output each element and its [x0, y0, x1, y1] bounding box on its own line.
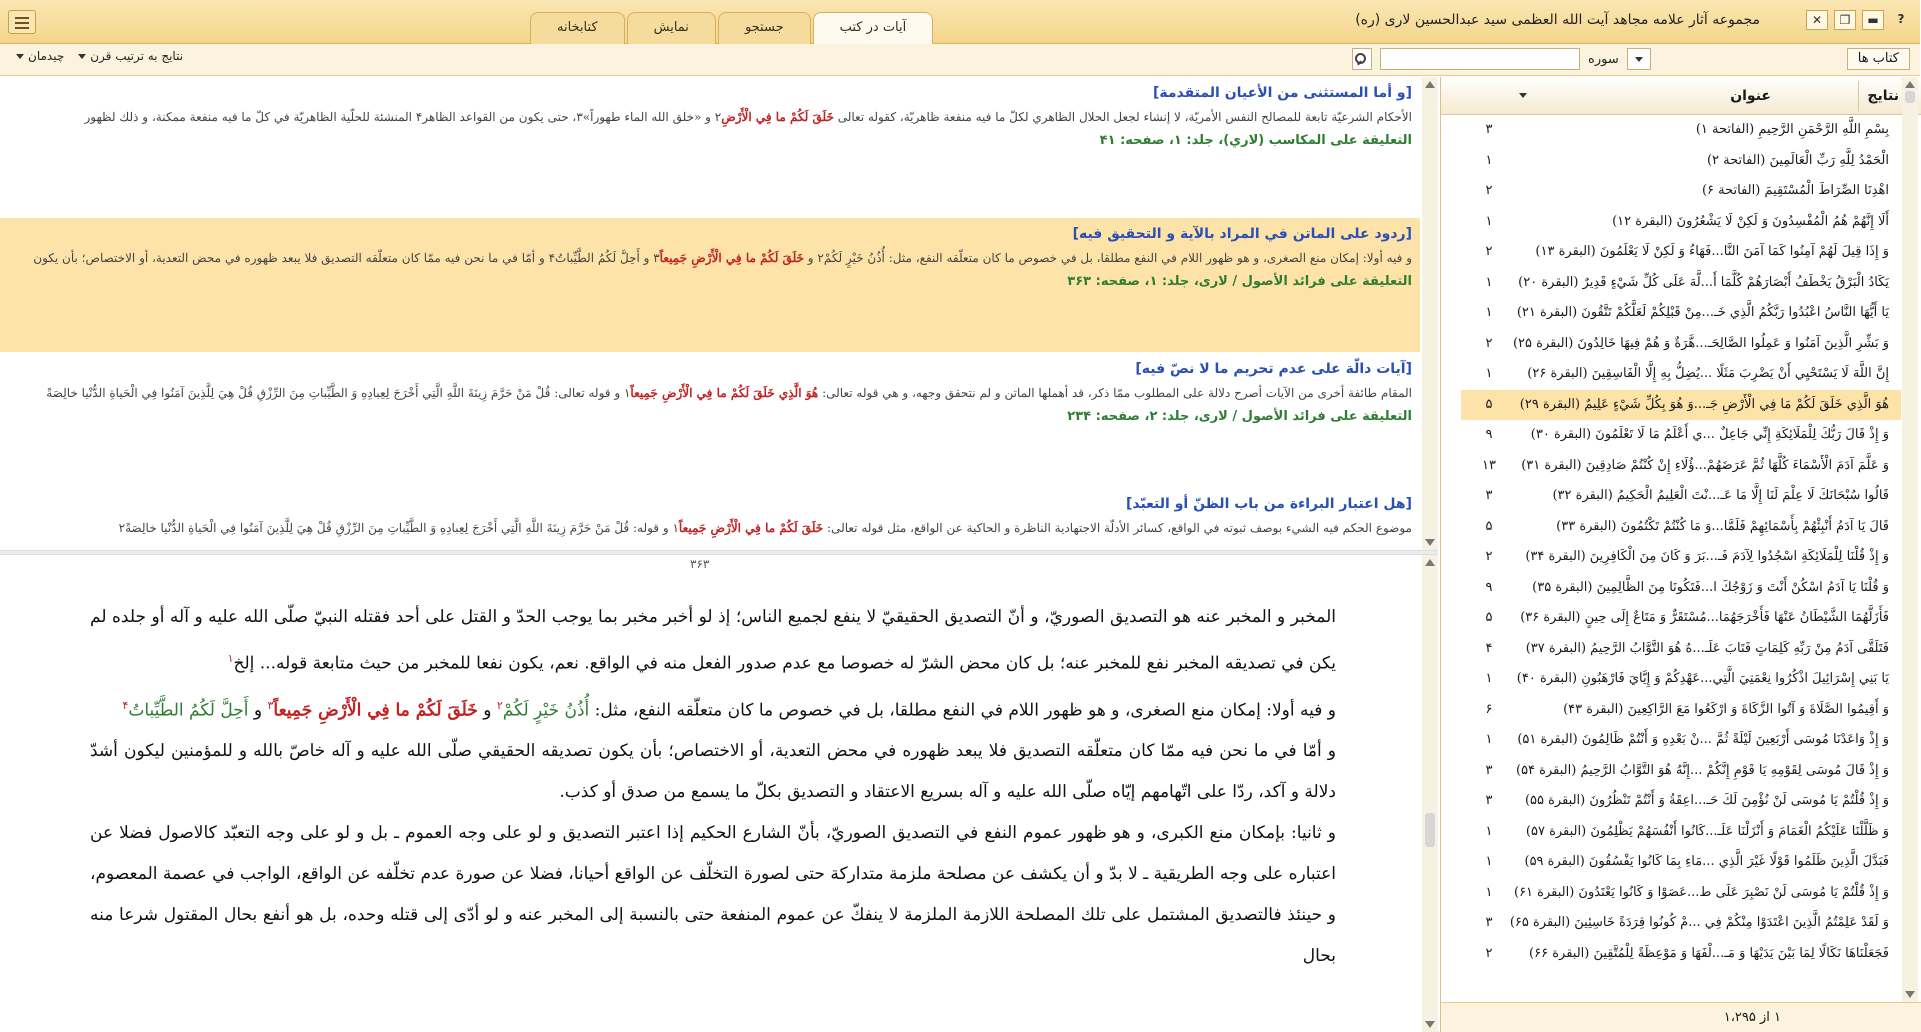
list-item-title: وَ إِذْ قَالَ رَبُّكَ لِلْمَلَائِكَةِ إِنِّي جَاعِلٌ ...ي أَعْلَمُ مَا لَا تَعْلَمُونَ (البقرة ۳۰) — [1530, 427, 1889, 442]
list-item[interactable] — [1461, 298, 1901, 329]
title-bar — [0, 0, 1920, 44]
list-item-title: وَ إِذَا قِيلَ لَهُمْ آمِنُوا كَمَا آمَنَ النَّا...فَهَاءُ وَ لَكِنْ لَا يَعْلَمُونَ (البقرة ۱۳) — [1535, 244, 1889, 259]
list-item-title: قَالُوا سُبْحَانَكَ لَا عِلْمَ لَنَا إِلَّا مَا عَـ...نْتَ الْعَلِيمُ الْحَكِيمُ (البقرة ۳۲) — [1552, 488, 1889, 503]
snippet-text: ۱ و قوله: قُلْ مَنْ حَرَّمَ زِينَةَ اللَّهِ الَّتِي أَخْرَجَ لِعِبادِهِ وَ الطَّيِّباتِ مِنَ الرِّزْقِ قُلْ هِيَ لِلَّذِينَ آمَنُوا فِي الْحَياةِ الدُّنْيا خالِصَةً۲ — [118, 521, 679, 535]
list-scrollbar[interactable] — [1902, 77, 1918, 1002]
verse-highlight: خَلَقَ لَكُمْ ما فِي الْأَرْضِ جَمِيعاً — [678, 521, 824, 535]
footnote-ref[interactable]: ۳ — [267, 698, 274, 712]
result-item[interactable] — [0, 77, 1420, 217]
list-item-title: فَجَعَلْنَاهَا نَكَالًا لِمَا بَيْنَ يَدَيْهَا وَ مَـ...لْفَهَا وَ مَوْعِظَةً لِلْمُتَّقِينَ (البقرة ۶۶) — [1529, 945, 1889, 961]
scroll-up-icon[interactable] — [1425, 81, 1435, 88]
result-title[interactable]: [هل اعتبار البراءة من باب الظنّ أو التعبّد] — [1125, 496, 1412, 512]
result-title[interactable]: [آيات دالّة على عدم تحريم ما لا نصّ فيه] — [1135, 361, 1412, 377]
verse-highlight: خَلَقَ لَكُمْ ما فِي الْأَرْضِ جَمِيعاً — [273, 700, 478, 721]
result-source[interactable]: التعليقة على فرائد الأصول / لارى، جلد: ۲، صفحه: ۲۳۴ — [1067, 409, 1412, 424]
surah-label: سوره — [1588, 51, 1619, 67]
order-dropdown[interactable] — [78, 49, 183, 63]
list-item-title: الْحَمْدُ لِلَّهِ رَبِّ الْعَالَمِينَ (الفاتحة ۲) — [1706, 152, 1889, 168]
search-results-pane — [0, 77, 1438, 550]
chevron-down-icon — [78, 54, 86, 59]
paragraph-text: و فيه أولا: إمكان منع الصغرى، و هو ظهور اللام في النفع مطلقا، بل في خصوص ما كان متعلّقه النفع، مثل: — [589, 700, 1336, 721]
list-item-title: وَ عَلَّمَ آدَمَ الْأَسْمَاءَ كُلَّهَا ثُمَّ عَرَضَهُمْ...ؤُلَاءِ إِنْ كُنْتُمْ صَادِقِينَ (البقرة ۳۱) — [1521, 457, 1889, 473]
list-item[interactable] — [1461, 908, 1901, 939]
result-title[interactable]: [و أما المستثنى من الأعيان المتقدمة] — [1152, 85, 1412, 101]
list-item-title: وَ قُلْنَا يَا آدَمُ اسْكُنْ أَنْتَ وَ زَوْجُكَ ا...فَتَكُونَا مِنَ الظَّالِمِينَ (البقرة ۳۵) — [1532, 579, 1889, 595]
list-item[interactable] — [1461, 329, 1901, 360]
search-icon[interactable] — [1352, 48, 1372, 70]
list-item-title: وَ ظَلَّلْنَا عَلَيْكُمُ الْغَمَامَ وَ أَنْزَلْنَا عَلَـ...كَانُوا أَنْفُسَهُمْ يَظْلِمُونَ (البقرة ۵۷) — [1525, 823, 1889, 839]
result-item[interactable] — [0, 488, 1420, 550]
list-item[interactable] — [1461, 115, 1901, 146]
list-item[interactable] — [1461, 695, 1901, 726]
result-item-selected[interactable] — [0, 218, 1420, 352]
result-item[interactable] — [0, 353, 1420, 487]
list-item[interactable] — [1461, 146, 1901, 177]
document-paragraph: و ثانيا: بإمكان منع الكبرى، و هو ظهور عموم النفع في التصديق الصوريّ، بأنّ الشارع الحكيم إذا اعتبر التصديق و لو على وجه العموم ـ بل و لو على وجه التعبّد كالاصول فضلا عن اعتباره على وجه الطريقية ـ لا بدّ و أن يكشف عن مصلحة ملزمة متداركة حتى لصورة التخلّف عن الواقع أحيانا، فضلا عن صورة عدم تخلّفه عن الواقع، الواجب في عصمة المعصوم، و حينئذ فالتصديق المشتمل على تلك المصلحة اللازمة الملزمة لا ينفكّ عن عموم المنفعة حتى بالنسبة إلى المخبر عنه و لو أدّى إلى قتله وحده، بل هو أنفع بحال المقتول شرعا منه بحال — [90, 823, 1336, 967]
list-item[interactable] — [1461, 573, 1901, 604]
list-item-count: ۳ — [1485, 762, 1493, 778]
list-item[interactable] — [1461, 725, 1901, 756]
result-snippet — [10, 104, 1412, 131]
list-item-count: ۵ — [1485, 396, 1493, 412]
list-item-title: يَكَادُ الْبَرْقُ يَخْطَفُ أَبْصَارَهُمْ كُلَّمَا أَ...لَّهَ عَلَى كُلِّ شَيْءٍ قَدِيرٌ (البقرة ۲۰) — [1518, 274, 1889, 290]
list-item-title: فَتَلَقَّى آدَمُ مِنْ رَبِّهِ كَلِمَاتٍ فَتَابَ عَلَـ...هُ هُوَ التَّوَّابُ الرَّحِيمُ (البقرة ۳۷) — [1525, 640, 1889, 656]
paragraph-text: المخبر و المخبر عنه هو التصديق الصوريّ، و أنّ التصديق الحقيقيّ لا ينفع لجميع الناس؛ إذ لو أخبر مخبر بما يوجب الحدّ و القتل على أحد فقتله النبيّ صلّى الله عليه و آله أو جلده لم يكن في تصديقه المخبر نفع للمخبر عنه؛ بل كان محض الشرّ له خصوصا مع عدم صدور الفعل منه في الواقع. نعم، يكون نفعا للمخبر من حيث متابعة قوله... إلخ — [90, 607, 1336, 674]
list-item-count: ۵ — [1485, 610, 1493, 625]
chevron-down-icon[interactable] — [1519, 93, 1527, 98]
list-item[interactable] — [1461, 847, 1901, 878]
order-dropdown-label: نتایج به ترتیب قرن — [90, 49, 184, 63]
list-item-count: ۱ — [1485, 366, 1493, 381]
scroll-up-icon[interactable] — [1905, 81, 1915, 88]
list-item-title: وَ أَقِيمُوا الصَّلَاةَ وَ آتُوا الزَّكَاةَ وَ ارْكَعُوا مَعَ الرَّاكِعِينَ (البقرة ۴۳) — [1563, 701, 1889, 717]
list-item-title: إِنَّ اللَّهَ لَا يَسْتَحْيِي أَنْ يَضْرِبَ مَثَلًا ...يُضِلُّ بِهِ إِلَّا الْفَاسِقِينَ (البقرة ۲۶) — [1527, 366, 1889, 381]
scroll-down-icon[interactable] — [1425, 539, 1435, 546]
surah-search-input[interactable] — [1380, 48, 1580, 70]
list-item-title: فَبَدَّلَ الَّذِينَ ظَلَمُوا قَوْلًا غَيْرَ الَّذِي ...مَاءِ بِمَا كَانُوا يَفْسُقُونَ (البقرة ۵۹) — [1524, 854, 1889, 869]
result-source[interactable]: التعليقة على فرائد الأصول / لارى، جلد: ۱، صفحه: ۳۶۳ — [1067, 274, 1412, 289]
tab-verses-in-books[interactable]: آیات در کتب — [813, 12, 934, 45]
snippet-text: و فيه أولا: إمكان منع الصغرى، و هو ظهور اللام في النفع مطلقا، بل في خصوص ما كان متعلّقه النفع، مثل: أُذُنُ خَيْرٍ لَكُمْ۲ و — [803, 251, 1412, 265]
list-item-title: وَ إِذْ وَاعَدْنَا مُوسَى أَرْبَعِينَ لَيْلَةً ثُمَّ ...نْ بَعْدِهِ وَ أَنْتُمْ ظَالِمُونَ (البقرة ۵۱) — [1517, 732, 1889, 747]
list-item-count: ۱ — [1485, 274, 1493, 290]
paragraph-text: و — [477, 700, 497, 721]
question-icon[interactable]: ? — [1897, 12, 1905, 26]
close-icon[interactable]: ✕ — [1806, 10, 1828, 30]
scroll-down-icon[interactable] — [1425, 1021, 1435, 1028]
layout-dropdown-label: چیدمان — [28, 49, 65, 63]
list-item[interactable] — [1461, 207, 1901, 238]
scroll-down-icon[interactable] — [1905, 991, 1915, 998]
list-item-count: ۲ — [1485, 945, 1493, 961]
verses-list — [1461, 115, 1901, 969]
list-item[interactable] — [1461, 512, 1901, 543]
list-item[interactable] — [1461, 603, 1901, 634]
scroll-up-icon[interactable] — [1425, 559, 1435, 566]
document-paragraph — [90, 597, 1336, 685]
list-item-title: يَا أَيُّهَا النَّاسُ اعْبُدُوا رَبَّكُمُ الَّذِي خَـ...مِنْ قَبْلِكُمْ لَعَلَّكُمْ تَتَّقُونَ (البقرة ۲۱) — [1516, 305, 1889, 320]
list-item-title: بِسْمِ اللَّهِ الرَّحْمَنِ الرَّحِيمِ (الفاتحة ۱) — [1695, 122, 1889, 137]
list-item-count: ۱ — [1485, 152, 1493, 168]
verse-highlight: خَلَقَ لَكُمْ ما فِي الْأَرْضِ — [721, 110, 834, 124]
tab-search[interactable]: جستجو — [718, 12, 811, 44]
verse-highlight: خَلَقَ لَكُمْ ما فِي الْأَرْضِ جَمِيعاً — [659, 251, 804, 265]
list-item-count: ۱ — [1485, 823, 1493, 839]
tab-bar — [530, 12, 933, 45]
list-item[interactable] — [1461, 664, 1901, 695]
list-item-count: ۳ — [1485, 793, 1493, 808]
list-item-title: وَ بَشِّرِ الَّذِينَ آمَنُوا وَ عَمِلُوا الصَّالِحَـ...هَّرَةٌ وَ هُمْ فِيهَا خَالِدُونَ (البقرة ۲۵) — [1512, 335, 1889, 351]
list-item-count: ۱ — [1485, 884, 1493, 900]
list-item-count: ۱ — [1485, 732, 1493, 747]
document-paragraph — [90, 685, 1336, 732]
scroll-thumb[interactable] — [1905, 91, 1915, 103]
list-item-title: أَلَا إِنَّهُمْ هُمُ الْمُفْسِدُونَ وَ لَكِنْ لَا يَشْعُرُونَ (البقرة ۱۲) — [1612, 213, 1889, 229]
list-item[interactable] — [1461, 786, 1901, 817]
list-item[interactable] — [1461, 420, 1901, 451]
list-item-title: قَالَ يَا آدَمُ أَنْبِئْهُمْ بِأَسْمَائِهِمْ فَلَمَّا...وَ مَا كُنْتُمْ تَكْتُمُونَ (البقرة ۳۳) — [1556, 518, 1889, 534]
list-item[interactable] — [1461, 176, 1901, 207]
list-item-title: وَ إِذْ قَالَ مُوسَى لِقَوْمِهِ يَا قَوْمِ إِنَّكُمْ ...إِنَّهُ هُوَ التَّوَّابُ الرَّحِيمُ (البقرة ۵۴) — [1516, 762, 1889, 778]
list-item-count: ۲ — [1485, 244, 1493, 259]
list-item-count: ۱ — [1485, 854, 1493, 869]
footnote-ref[interactable]: ۱ — [227, 652, 234, 665]
list-item-count: ۱۳ — [1482, 457, 1496, 473]
tab-library[interactable]: کتابخانه — [530, 12, 625, 44]
snippet-text: موضوع الحكم فيه الشيء بوصف ثبوته في الواقع، كسائر الأدلّة الاجتهادية الناظرة و الحاكية عن الواقع، مثل قوله تعالى: — [823, 521, 1412, 535]
snippet-text: ۱ و قوله تعالى: قُلْ مَنْ حَرَّمَ زِينَةَ اللَّهِ الَّتِي أَخْرَجَ لِعِبادِهِ وَ الطَّيِّباتِ مِنَ الرِّزْقِ قُلْ هِيَ لِلَّذِينَ آمَنُوا فِي الْحَياةِ الدُّنْيا خالِصَةً — [46, 386, 631, 400]
list-item-title: وَ إِذْ قُلْنَا لِلْمَلَائِكَةِ اسْجُدُوا لِآدَمَ فَـ...بَرَ وَ كَانَ مِنَ الْكَافِرِينَ (البقرة ۳۴) — [1525, 549, 1889, 564]
hamburger-menu-icon[interactable] — [8, 10, 36, 34]
verses-list-pane — [1440, 77, 1920, 1032]
list-item[interactable] — [1461, 939, 1901, 970]
list-item-count: ۳ — [1485, 488, 1493, 503]
footnote-ref[interactable]: ۲ — [496, 698, 503, 712]
books-button[interactable]: کتاب ها — [1847, 48, 1910, 70]
result-count-status: ۱ از ۱،۲۹۵ — [1723, 1010, 1781, 1025]
list-item-count: ۲ — [1485, 183, 1493, 198]
list-item[interactable] — [1461, 878, 1901, 909]
tab-view[interactable]: نمایش — [627, 12, 716, 44]
list-item-title: يَا بَنِي إِسْرَائِيلَ اذْكُرُوا نِعْمَتِيَ الَّتِي...عَهْدِكُمْ وَ إِيَّايَ فَارْهَبُونِ (البقرة ۴۰) — [1516, 671, 1889, 686]
scroll-thumb[interactable] — [1425, 813, 1435, 847]
list-item-count: ۱ — [1485, 213, 1493, 229]
list-item-title: وَ إِذْ قُلْتُمْ يَا مُوسَى لَنْ نَصْبِرَ عَلَى ط...عَصَوْا وَ كَانُوا يَعْتَدُونَ (البقرة ۶۱) — [1513, 884, 1889, 900]
snippet-text: الأحكام الشرعيّة تابعة للمصالح النفس الأمريّة، لا إنشاء لجعل الحلال الظاهري لكلّ ما فيه منفعة ظاهريّة، كقوله تعالى — [833, 110, 1412, 124]
snippet-text: ۲ و «خلق الله الماء طهوراً»۳، حتى يكون من القواعد الظاهر۴ المنشئة للحلّية الظاهريّة في كلّ ما فيه منفعة ممكنة، و ذلك لظهور — [84, 110, 722, 124]
result-title[interactable]: [ردود على الماتن في المراد بالآية و التحقيق فيه] — [1072, 226, 1412, 242]
list-item[interactable] — [1461, 634, 1901, 665]
toolbar-left — [16, 49, 183, 63]
list-item-count: ۶ — [1485, 701, 1493, 717]
result-snippet — [10, 245, 1412, 272]
document-viewer — [0, 555, 1438, 1032]
layout-dropdown[interactable] — [16, 49, 64, 63]
chevron-down-icon — [1635, 57, 1643, 62]
column-header-title[interactable]: عنوان — [1730, 88, 1771, 104]
list-item[interactable] — [1461, 451, 1901, 482]
result-snippet — [10, 515, 1412, 542]
list-item-title: هُوَ الَّذِي خَلَقَ لَكُمْ مَا فِي الْأَرْضِ جَـ...وَ هُوَ بِكُلِّ شَيْءٍ عَلِيمٌ (البقرة ۲۹) — [1519, 396, 1889, 412]
minimize-icon[interactable]: ▬ — [1862, 10, 1884, 30]
list-item-count: ۹ — [1485, 427, 1493, 442]
result-snippet — [10, 380, 1412, 407]
window-title: مجموعه آثار علامه مجاهد آیت الله العظمی سید عبدالحسین لاری (ره) — [1355, 12, 1760, 28]
snippet-text: المقام طائفة أخرى من الآيات أصرح دلالة على المطلوب ممّا ذكر، قد أهملها الماتن و لم نتحقق وجهه، و هي قوله تعالى: — [818, 386, 1412, 400]
document-scrollbar[interactable] — [1422, 555, 1438, 1032]
list-item-title: وَ لَقَدْ عَلِمْتُمُ الَّذِينَ اعْتَدَوْا مِنْكُمْ فِي ...مْ كُونُوا قِرَدَةً خَاسِئِينَ (البقرة ۶۵) — [1509, 915, 1889, 930]
list-item-selected[interactable] — [1461, 390, 1901, 421]
result-source[interactable]: التعليقة على المكاسب (لاري)، جلد: ۱، صفحه: ۴۱ — [1099, 133, 1412, 148]
column-header-count[interactable]: نتایج — [1867, 88, 1899, 104]
page-number: ۳۶۳ — [690, 557, 710, 571]
list-item[interactable] — [1461, 542, 1901, 573]
list-item-count: ۳ — [1485, 122, 1493, 137]
list-item[interactable] — [1461, 359, 1901, 390]
list-item-count: ۵ — [1485, 518, 1493, 534]
list-item-count: ۲ — [1485, 335, 1493, 351]
results-scrollbar[interactable] — [1422, 77, 1438, 550]
window-controls — [1806, 10, 1912, 30]
list-item[interactable] — [1461, 481, 1901, 512]
document-paragraph: و أمّا في ما نحن فيه ممّا كان متعلّقه التصديق فلا يبعد ظهوره في محض التعدية، أو الاختصاص؛ بأن يكون تصديقه الحقيقي صلّى الله عليه و آله خاصّ بالله و للمؤمنين ليكون أشدّ دلالة و آكد، ردّا على اتّهامهم إيّاه صلّى الله عليه و آله بسريع الاعتقاد و التصديق بكلّ ما يسمع من صدق أو كذب. — [90, 741, 1336, 803]
list-item[interactable] — [1461, 756, 1901, 787]
footnote-ref[interactable]: ۴ — [122, 698, 129, 712]
verse-text: أُذُنُ خَيْرٍ لَكُمْ — [502, 700, 590, 721]
list-item[interactable] — [1461, 237, 1901, 268]
list-item-count: ۲ — [1485, 549, 1493, 564]
list-header — [1441, 77, 1921, 115]
list-item-title: اهْدِنَا الصِّرَاطَ الْمُسْتَقِيمَ (الفاتحة ۶) — [1701, 183, 1889, 198]
list-item-count: ۱ — [1485, 305, 1493, 320]
snippet-text: ۳ و أَحِلَّ لَكُمُ الطَّيِّباتُ۴ و أمّا في ما نحن فيه ممّا كان متعلّقه التصديق فلا يبعد ظهوره في محض التعدية، أو الاختصاص؛ بأن يكون — [33, 251, 660, 265]
list-item[interactable] — [1461, 268, 1901, 299]
toolbar-right — [1352, 48, 1910, 70]
list-item-title: فَأَزَلَّهُمَا الشَّيْطَانُ عَنْهَا فَأَخْرَجَهُمَا...مُسْتَقَرٌّ وَ مَتَاعٌ إِلَى حِينٍ (البقرة ۳۶) — [1520, 610, 1889, 625]
list-item-count: ۱ — [1485, 671, 1493, 686]
restore-icon[interactable]: ❐ — [1834, 10, 1856, 30]
chevron-down-icon — [16, 54, 24, 59]
surah-select[interactable] — [1627, 48, 1651, 70]
list-item-title: وَ إِذْ قُلْتُمْ يَا مُوسَى لَنْ نُؤْمِنَ لَكَ حَـ...اعِقَةُ وَ أَنْتُمْ تَنْظُرُونَ (البقرة ۵۵) — [1524, 793, 1889, 808]
toolbar — [0, 44, 1920, 76]
verse-text: أَحِلَّ لَكُمُ الطَّيِّباتُ — [128, 700, 249, 721]
document-text — [90, 597, 1336, 977]
list-item-count: ۴ — [1485, 640, 1493, 656]
verse-highlight: هُوَ الَّذِي خَلَقَ لَكُمْ ما فِي الْأَرْضِ جَمِيعاً — [630, 386, 819, 400]
paragraph-text: و — [248, 700, 268, 721]
list-item-count: ۳ — [1485, 915, 1493, 930]
column-divider[interactable] — [1858, 81, 1859, 111]
status-bar — [1441, 1002, 1921, 1032]
list-item-count: ۹ — [1485, 579, 1493, 595]
list-item[interactable] — [1461, 817, 1901, 848]
